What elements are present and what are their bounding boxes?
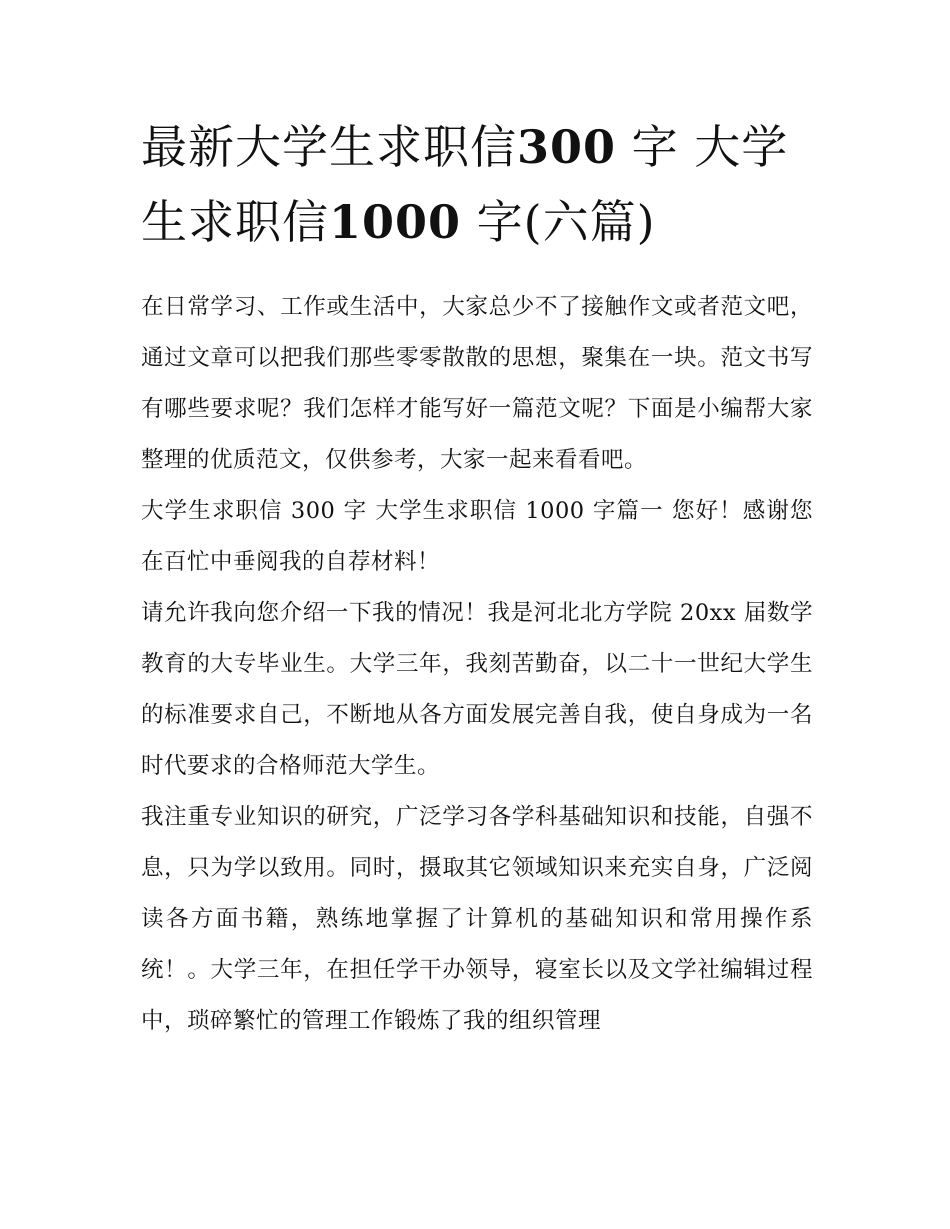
paragraph-greeting: 大学生求职信 300 字 大学生求职信 1000 字篇一 您好！感谢您在百忙中垂阅我的自荐材料！: [141, 498, 813, 575]
paragraph-introduction: 请允许我向您介绍一下我的情况！我是河北北方学院 20xx 届数学教育的大专毕业生。大学三年，我刻苦勤奋，以二十一世纪大学生的标准要求自己，不断地从各方面发展完善自我，使自身成为一名时代要求的合格师范大学生。: [141, 600, 813, 779]
title-text-2: 字 大学生求职信: [141, 120, 789, 249]
title-text-1: 最新大学生求职信: [141, 120, 517, 174]
document-title: [141, 110, 813, 260]
document-page: [141, 110, 813, 1047]
title-number-300: 300: [517, 120, 617, 174]
title-text-3: 字(六篇): [476, 195, 656, 249]
title-number-1000: 1000: [329, 195, 462, 249]
paragraph-studies: 我注重专业知识的研究，广泛学习各学科基础知识和技能，自强不息，只为学以致用。同时，摄取其它领域知识来充实自身，广泛阅读各方面书籍，熟练地掌握了计算机的基础知识和常用操作系统！。大学三年，在担任学干办领导，寝室长以及文学社编辑过程中，琐碎繁忙的管理工作锻炼了我的组织管理: [141, 804, 813, 1034]
paragraph-intro: 在日常学习、工作或生活中，大家总少不了接触作文或者范文吧，通过文章可以把我们那些零零散散的思想，聚集在一块。范文书写有哪些要求呢？我们怎样才能写好一篇范文呢？下面是小编帮大家整理的优质范文，仅供参考，大家一起来看看吧。: [141, 294, 813, 473]
